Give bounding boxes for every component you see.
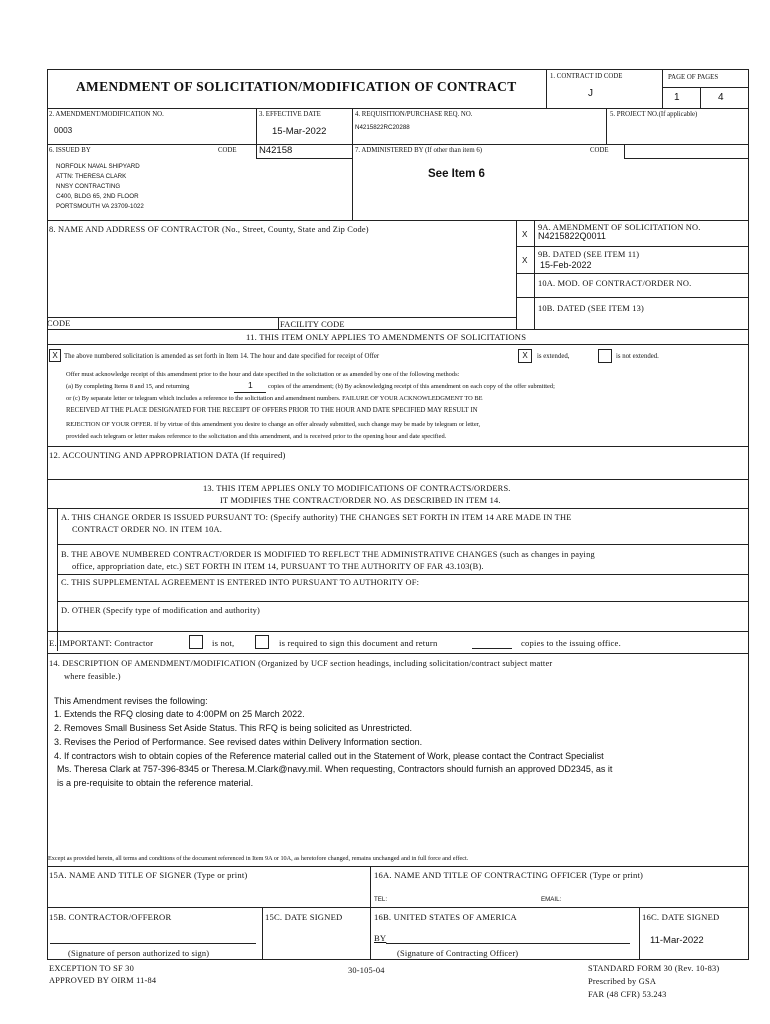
issued-by-label: 6. ISSUED BY [49,147,91,154]
item11-line: RECEIVED AT THE PLACE DESIGNATED FOR THE RECEIPT OF OFFERS PRIOR TO THE HOUR AND DATE SPECIFIED MAY RESULT IN [66,407,478,414]
dated-9b-check[interactable]: X [522,256,528,265]
contractor-date-label: 15C. DATE SIGNED [265,912,343,922]
item11-line: REJECTION OF YOUR OFFER. If by virtue of this amendment you desire to change an offer already submitted, such change may be made by telegram or letter, [66,421,481,428]
item11-line: provided each telegram or letter makes reference to the solicitation and this amendment, and is received prior to the opening hour and date specified. [66,433,447,440]
item11-heading: 11. THIS ITEM ONLY APPLIES TO AMENDMENTS OF SOLICITATIONS [246,332,527,342]
contractor-code-label: CODE [47,319,71,328]
amendment-9a-check[interactable]: X [522,230,528,239]
facility-code-label: FACILITY CODE [280,320,345,329]
description-line: 4. If contractors wish to obtain copies of the Reference material called out in the Statement of Work, please contact the Contract Specialist [54,751,604,761]
tel-label: TEL: [374,896,388,903]
amendment-no-value: 0003 [54,126,73,135]
item13-heading-1: 13. THIS ITEM APPLIES ONLY TO MODIFICATIONS OF CONTRACTS/ORDERS. [203,484,511,493]
far-text: FAR (48 CFR) 53.243 [588,990,667,999]
form-number: 30-105-04 [348,966,385,975]
item13c-line: C. THIS SUPPLEMENTAL AGREEMENT IS ENTERED INTO PURSUANT TO AUTHORITY OF: [61,578,420,587]
extended-label: is extended, [537,353,570,360]
copies-returned-value: 1 [248,380,253,390]
approved-text: APPROVED BY OIRM 11-84 [49,976,157,985]
amendment-9a-label: 9A. AMENDMENT OF SOLICITATION NO. [538,223,701,232]
extended-checkbox[interactable]: X [518,349,532,363]
contractor-signature-line[interactable] [50,943,256,944]
administered-by-value: See Item 6 [428,168,485,180]
item13b-line2: office, appropriation date, etc.) SET FORTH IN ITEM 14, PURSUANT TO THE AUTHORITY OF FAR 43.103(B). [72,562,484,571]
item13-heading-2: IT MODIFIES THE CONTRACT/ORDER NO. AS DESCRIBED IN ITEM 14. [220,496,501,505]
item11-line: or (c) By separate letter or telegram which includes a reference to the solicitation and amendment numbers. FAILURE OF YOUR ACKNOWLEDGMENT TO BE [66,395,483,402]
by-label: BY [374,933,387,943]
contractor-signature-caption: (Signature of person authorized to sign) [68,949,210,958]
item13a-line2: CONTRACT ORDER NO. IN ITEM 10A. [72,525,223,534]
not-extended-label: is not extended. [616,353,659,360]
accounting-data-label: 12. ACCOUNTING AND APPROPRIATION DATA (If required) [49,450,286,460]
item13a-line1: A. THIS CHANGE ORDER IS ISSUED PURSUANT TO: (Specify authority) THE CHANGES SET FORTH IN ITEM 14 ARE MADE IN THE [61,513,572,522]
description-line: 2. Removes Small Business Set Aside Status. This RFQ is being solicited as Unrestricted. [54,723,412,733]
amendment-9a-value: N4215822Q0011 [538,231,606,241]
issuer-line: ATTN: THERESA CLARK [56,173,127,180]
project-no-label: 5. PROJECT NO.(If applicable) [610,111,698,118]
copies-issuing-office-text: copies to the issuing office. [521,638,621,648]
contractor-name-label: 8. NAME AND ADDRESS OF CONTRACTOR (No., Street, County, State and Zip Code) [49,225,369,234]
description-label-1: 14. DESCRIPTION OF AMENDMENT/MODIFICATION (Organized by UCF section headings, including solicitation/contract subject matter [49,659,553,668]
dated-9b-value: 15-Feb-2022 [540,260,592,270]
officer-date-value: 11-Mar-2022 [650,935,704,946]
copies-return-blank[interactable] [472,648,512,649]
contractor-required-checkbox[interactable] [255,635,269,649]
officer-signature-caption: (Signature of Contracting Officer) [397,949,519,958]
dated-9b-label: 9B. DATED (SEE ITEM 11) [538,250,640,259]
item13d-line: D. OTHER (Specify type of modification and authority) [61,606,260,615]
form-title: AMENDMENT OF SOLICITATION/MODIFICATION OF CONTRACT [76,79,517,94]
officer-date-label: 16C. DATE SIGNED [642,912,720,922]
officer-signature-line[interactable] [386,943,630,944]
issued-code-value: N42158 [259,145,293,156]
issuer-line: PORTSMOUTH VA 23709-1022 [56,203,144,210]
standard-form-text: STANDARD FORM 30 (Rev. 10-83) [588,964,720,973]
effective-date-label: 3. EFFECTIVE DATE [259,111,321,118]
administered-by-label: 7. ADMINISTERED BY (If other than item 6) [355,147,482,154]
administered-code-label: CODE [590,147,609,154]
effective-date-value: 15-Mar-2022 [272,126,327,137]
page-of-pages-label: PAGE OF PAGES [668,74,719,81]
usa-label: 16B. UNITED STATES OF AMERICA [374,912,517,922]
issuer-line: NORFOLK NAVAL SHIPYARD [56,163,140,170]
total-pages: 4 [718,92,724,103]
contract-id-value: J [588,88,593,99]
is-not-label: is not, [212,638,235,648]
item11-line: (a) By completing Items 8 and 15, and returning [66,383,190,390]
description-line: 1. Extends the RFQ closing date to 4:00PM on 25 March 2022. [54,709,305,719]
contract-id-label: 1. CONTRACT ID CODE [550,73,623,80]
important-label: E. IMPORTANT: Contractor [49,638,154,648]
description-line: Ms. Theresa Clark at 757-396-8345 or Theresa.M.Clark@navy.mil. When requesting, Contractors should furnish an approved DD2345, as it [57,764,613,774]
mod-contract-10a-label: 10A. MOD. OF CONTRACT/ORDER NO. [538,279,692,288]
issuer-line: NNSY CONTRACTING [56,183,121,190]
description-line: 3. Revises the Period of Performance. See revised dates within Delivery Information section. [54,737,423,747]
dated-10b-label: 10B. DATED (SEE ITEM 13) [538,304,644,313]
item13b-line1: B. THE ABOVE NUMBERED CONTRACT/ORDER IS MODIFIED TO REFLECT THE ADMINISTRATIVE CHANGES (such as changes in paying [61,550,595,559]
description-line: is a pre-requisite to obtain the reference material. [57,778,254,788]
item11-line: Offer must acknowledge receipt of this amendment prior to the hour and date specified in the solicitation or as amended by one of the following methods: [66,371,460,378]
item11-line: copies of the amendment; (b) By acknowledging receipt of this amendment on each copy of the offer submitted; [268,383,555,390]
exception-text: EXCEPTION TO SF 30 [49,964,134,973]
requisition-value: N4215822RC20288 [355,124,410,131]
requisition-label: 4. REQUISITION/PURCHASE REQ. NO. [355,111,473,118]
page-number: 1 [674,92,680,103]
is-required-label: is required to sign this document and return [279,638,438,648]
contracting-officer-label: 16A. NAME AND TITLE OF CONTRACTING OFFICER (Type or print) [374,870,644,880]
contractor-not-required-checkbox[interactable] [189,635,203,649]
description-label-2: where feasible.) [64,672,121,681]
prescribed-text: Prescribed by GSA [588,977,657,986]
description-line: This Amendment revises the following: [54,696,208,706]
issuer-line: C400, BLDG 65, 2ND FLOOR [56,193,139,200]
amendment-no-label: 2. AMENDMENT/MODIFICATION NO. [49,111,164,118]
email-label: EMAIL: [541,896,562,903]
terms-unchanged-note: Except as provided herein, all terms and conditions of the document referenced in Item 9A or 10A, as heretofore changed, remains unchanged and in full force and effect. [48,855,469,862]
solicitation-amended-text: The above numbered solicitation is amended as set forth in Item 14. The hour and date specified for receipt of Offer [64,353,380,360]
contractor-offeror-label: 15B. CONTRACTOR/OFFEROR [49,912,172,922]
solicitation-amended-checkbox[interactable]: X [49,349,61,362]
signer-name-label: 15A. NAME AND TITLE OF SIGNER (Type or print) [49,870,248,880]
issued-code-label: CODE [218,147,237,154]
not-extended-checkbox[interactable] [598,349,612,363]
